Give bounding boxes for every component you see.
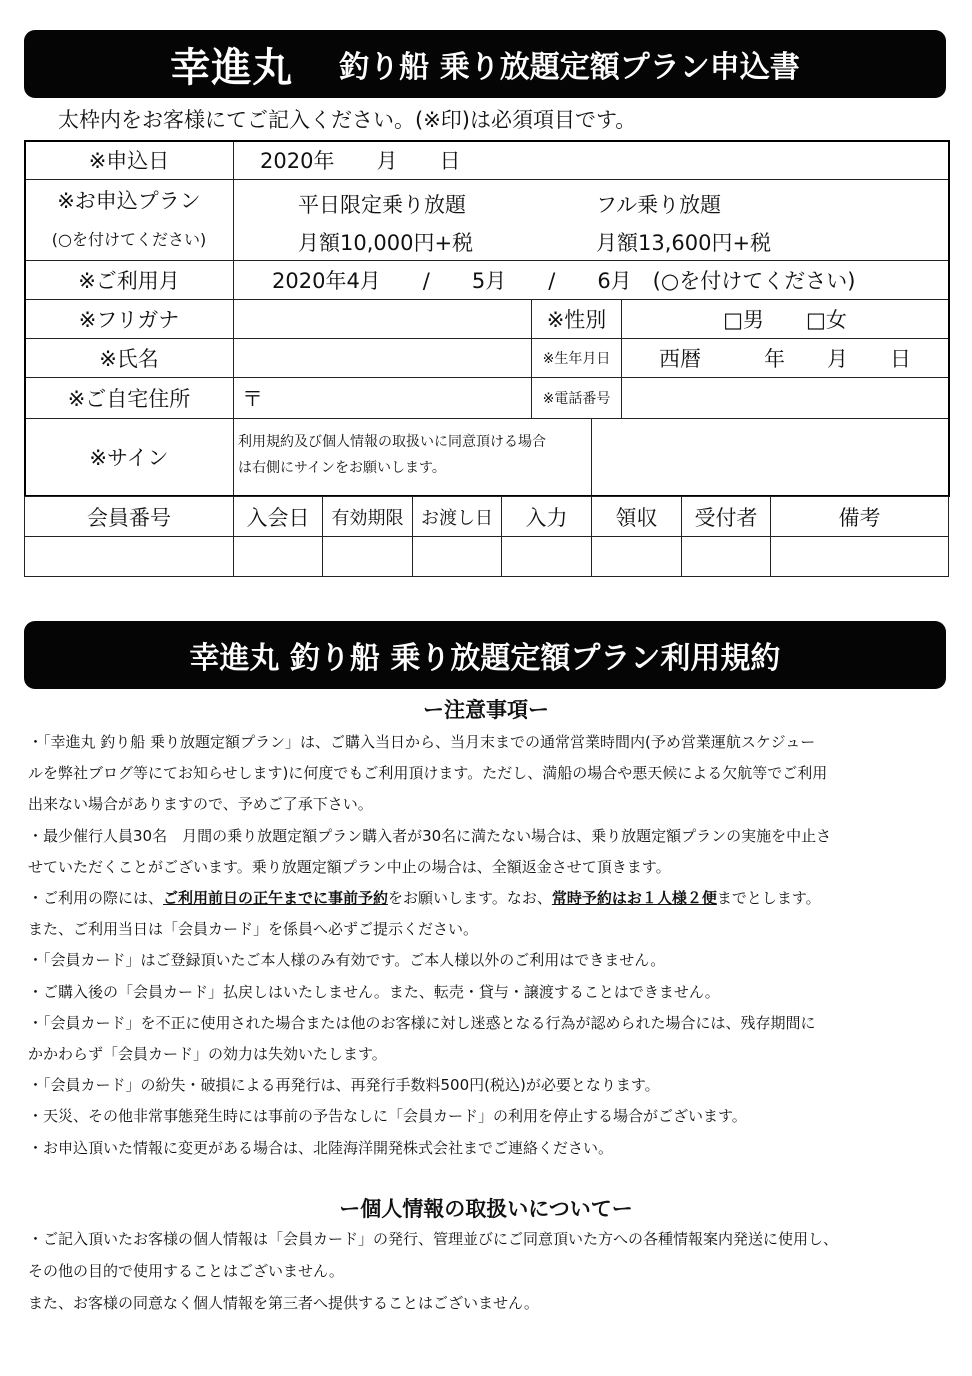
month-field[interactable] bbox=[233, 260, 949, 300]
office-header-receipt: 領収 bbox=[591, 496, 682, 537]
note-line: かかわらず「会員カード」の効力は失効いたします。 bbox=[28, 1045, 387, 1064]
sign-note-cell bbox=[233, 418, 592, 496]
note-line: ルを弊社ブログ等にてお知らせします)に何度でもご利用頂けます。ただし、満船の場合や悪天候による欠航等でご利用 bbox=[28, 764, 828, 783]
note-line: ・「会員カード」の紛失・破損による再発行は、再発行手数料500円(税込)が必要となります。 bbox=[28, 1076, 660, 1095]
office-header-input: 入力 bbox=[501, 496, 592, 537]
form-instruction: 太枠内をお客様にてご記入ください。(※印)は必須項目です。 bbox=[58, 108, 637, 132]
privacy-line: ・ご記入頂いたお客様の個人情報は「会員カード」の発行、管理並びにご同意頂いた方への各種情報案内発送に使用し、 bbox=[28, 1230, 839, 1248]
office-cell-member-no[interactable] bbox=[24, 536, 234, 577]
name-label: ※氏名 bbox=[24, 338, 234, 378]
date-label: ※申込日 bbox=[24, 140, 234, 180]
office-cell-input[interactable] bbox=[501, 536, 592, 577]
office-cell-join-date[interactable] bbox=[233, 536, 323, 577]
note-line: ・「幸進丸 釣り船 乗り放題定額プラン」は、ご購入当日から、当月末までの通常営業時間内(予め営業運航スケジュー bbox=[28, 733, 816, 751]
brand-name: 幸進丸 bbox=[170, 44, 294, 91]
plan1-name: 平日限定乗り放題 bbox=[298, 193, 466, 217]
note-line: 出来ない場合がありますので、予めご了承下さい。 bbox=[28, 795, 373, 814]
sign-note-line1: 利用規約及び個人情報の取扱いに同意頂ける場合 bbox=[238, 434, 546, 450]
gender-checkboxes: □男 □女 bbox=[723, 308, 847, 332]
sign-note-line2: は右側にサインをお願いします。 bbox=[238, 460, 446, 476]
plan2-price: 月額13,600円+税 bbox=[596, 231, 772, 255]
privacy-line: また、お客様の同意なく個人情報を第三者へ提供することはございません。 bbox=[28, 1294, 539, 1312]
office-header-remarks: 備考 bbox=[770, 496, 949, 537]
note-line: せていただくことがございます。乗り放題定額プラン中止の場合は、全額返金させて頂きます。 bbox=[28, 857, 671, 876]
dob-field[interactable] bbox=[621, 338, 949, 378]
office-cell-receptionist[interactable] bbox=[681, 536, 771, 577]
privacy-heading: ー個人情報の取扱いについてー bbox=[339, 1197, 633, 1221]
note-line: ・天災、その他非常事態発生時には事前の予告なしに「会員カード」の利用を停止する場合がございます。 bbox=[28, 1107, 747, 1126]
office-header-join-date: 入会日 bbox=[233, 496, 323, 537]
phone-label: ※電話番号 bbox=[531, 377, 622, 419]
notes-list bbox=[28, 727, 928, 1164]
plan-options-cell bbox=[233, 179, 949, 261]
terms-title-banner bbox=[24, 621, 946, 689]
name-input[interactable] bbox=[233, 338, 532, 378]
signature-field[interactable] bbox=[591, 418, 949, 496]
postal-mark: 〒 bbox=[242, 387, 263, 411]
privacy-line: その他の目的で使用することはございません。 bbox=[28, 1262, 344, 1280]
dob-value: 西暦 年 月 日 bbox=[659, 347, 911, 371]
note-text: ・ご利用の際には、 bbox=[28, 889, 164, 908]
month-label: ※ご利用月 bbox=[24, 260, 234, 300]
note-text: までとします。 bbox=[716, 889, 821, 908]
reservation-limit: 常時予約はお１人様２便 bbox=[551, 889, 717, 908]
address-label: ※ご自宅住所 bbox=[24, 377, 234, 419]
office-header-member-no: 会員番号 bbox=[24, 496, 234, 537]
office-header-expiry: 有効期限 bbox=[322, 496, 413, 537]
plan-note: (○を付けてください) bbox=[51, 230, 207, 249]
office-cell-delivery-date[interactable] bbox=[412, 536, 502, 577]
form-title-banner bbox=[24, 30, 946, 98]
plan-option-full[interactable] bbox=[596, 186, 771, 262]
reservation-deadline: ご利用前日の正午までに事前予約 bbox=[163, 889, 389, 908]
note-text: をお願いします。なお、 bbox=[388, 889, 552, 908]
note-line: ・「会員カード」を不正に使用された場合または他のお客様に対し迷惑となる行為が認められた場合には、残存期間に bbox=[28, 1013, 816, 1032]
note-line: また、ご利用当日は「会員カード」を係員へ必ずご提示ください。 bbox=[28, 920, 479, 939]
gender-field[interactable] bbox=[621, 299, 949, 339]
month-value: 2020年4月 / 5月 / 6月 (○を付けてください) bbox=[272, 269, 856, 293]
plan2-name: フル乗り放題 bbox=[596, 193, 722, 217]
date-field[interactable] bbox=[233, 140, 949, 180]
phone-input[interactable] bbox=[621, 377, 949, 419]
gender-label: ※性別 bbox=[531, 299, 622, 339]
office-header-delivery-date: お渡し日 bbox=[412, 496, 502, 537]
note-line: ・「会員カード」はご登録頂いたご本人様のみ有効です。ご本人様以外のご利用はできません。 bbox=[28, 951, 666, 970]
notes-heading: ー注意事項ー bbox=[423, 698, 549, 722]
furigana-label: ※フリガナ bbox=[24, 299, 234, 339]
note-line: ・ご購入後の「会員カード」払戻しはいたしません。また、転売・貸与・譲渡することはできません。 bbox=[28, 982, 720, 1001]
note-line: ・最少催行人員30名 月間の乗り放題定額プラン購入者が30名に満たない場合は、乗り放題定額プランの実施を中止さ bbox=[28, 826, 832, 845]
note-line: ・お申込頂いた情報に変更がある場合は、北陸海洋開発株式会社までご連絡ください。 bbox=[28, 1138, 614, 1157]
dob-label: ※生年月日 bbox=[531, 338, 622, 378]
sign-label: ※サイン bbox=[24, 418, 234, 496]
office-header-receptionist: 受付者 bbox=[681, 496, 771, 537]
note-line-reservation bbox=[28, 883, 928, 914]
office-cell-expiry[interactable] bbox=[322, 536, 413, 577]
address-input[interactable] bbox=[233, 377, 532, 419]
plan-label-cell bbox=[24, 179, 234, 261]
plan1-price: 月額10,000円+税 bbox=[298, 231, 474, 255]
form-title: 釣り船 乗り放題定額プラン申込書 bbox=[339, 50, 800, 85]
terms-title: 幸進丸 釣り船 乗り放題定額プラン利用規約 bbox=[189, 641, 781, 676]
office-cell-remarks[interactable] bbox=[770, 536, 949, 577]
furigana-input[interactable] bbox=[233, 299, 532, 339]
plan-label: ※お申込プラン bbox=[57, 189, 201, 213]
date-value: 2020年 月 日 bbox=[260, 149, 461, 173]
privacy-text bbox=[28, 1223, 928, 1319]
plan-option-weekday[interactable] bbox=[298, 186, 473, 262]
office-cell-receipt[interactable] bbox=[591, 536, 682, 577]
